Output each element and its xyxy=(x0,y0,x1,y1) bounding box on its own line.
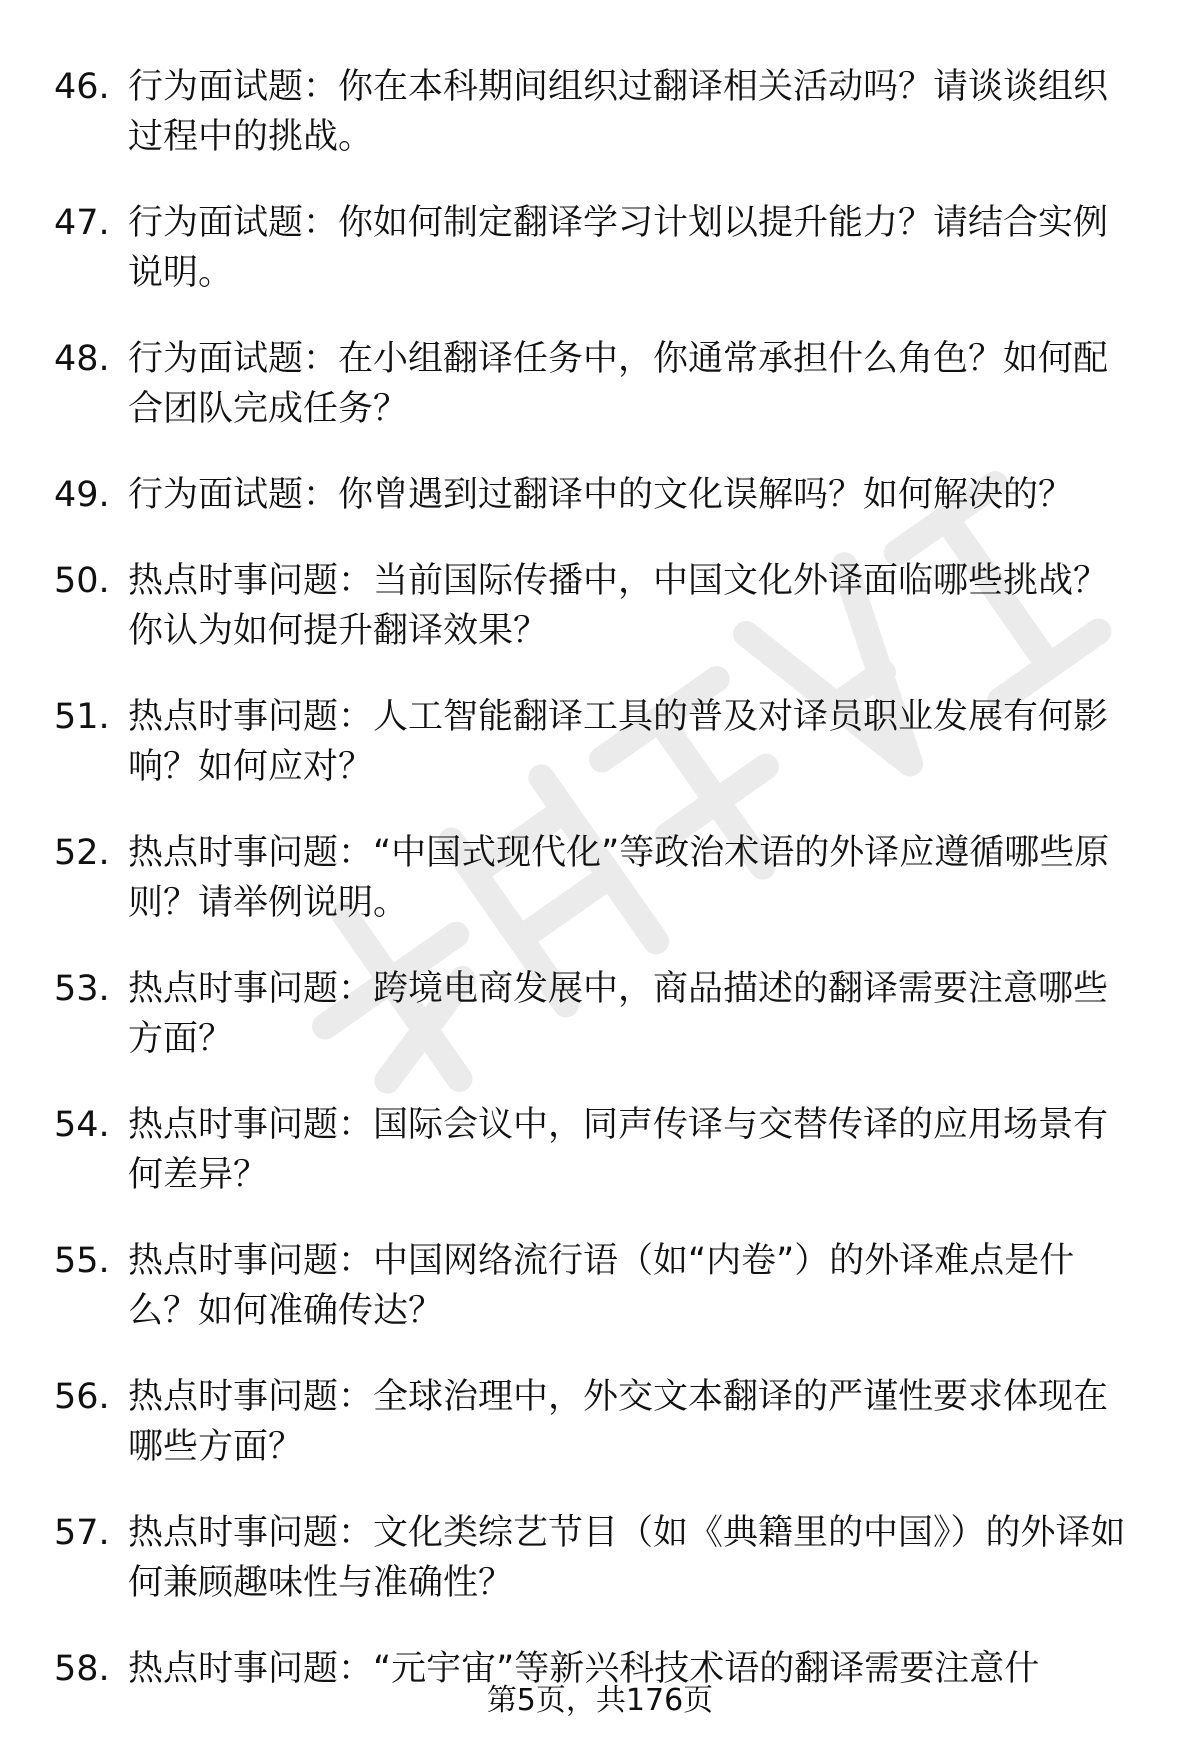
question-text: 热点时事问题：跨境电商发展中，商品描述的翻译需要注意哪些方面？ xyxy=(128,969,1109,1059)
list-item xyxy=(54,1372,1134,1472)
list-item xyxy=(54,62,1134,162)
list-item xyxy=(54,1508,1134,1608)
question-number: 57. xyxy=(54,1513,110,1553)
list-item xyxy=(54,556,1134,656)
question-number: 46. xyxy=(54,67,110,107)
question-list xyxy=(54,62,1134,1694)
list-item xyxy=(54,198,1134,298)
question-text: 行为面试题：你曾遇到过翻译中的文化误解吗？如何解决的？ xyxy=(128,475,1074,515)
question-number: 47. xyxy=(54,203,110,243)
question-text: 热点时事问题：中国网络流行语（如“内卷”）的外译难点是什么？如何准确传达？ xyxy=(128,1241,1075,1331)
question-text: 热点时事问题：文化类综艺节目（如《典籍里的中国》）的外译如何兼顾趣味性与准确性？ xyxy=(128,1513,1126,1603)
list-item xyxy=(54,470,1134,520)
page-number-footer: 第5页，共176页 xyxy=(486,1683,714,1718)
question-text: 热点时事问题：人工智能翻译工具的普及对译员职业发展有何影响？如何应对？ xyxy=(128,697,1109,787)
question-text: 热点时事问题：“元宇宙”等新兴科技术语的翻译需要注意什 xyxy=(128,1649,1040,1689)
question-text: 热点时事问题：当前国际传播中，中国文化外译面临哪些挑战？你认为如何提升翻译效果？ xyxy=(128,561,1109,651)
question-number: 56. xyxy=(54,1377,110,1417)
list-item xyxy=(54,828,1134,928)
question-text: 行为面试题：你在本科期间组织过翻译相关活动吗？请谈谈组织过程中的挑战。 xyxy=(128,67,1109,157)
question-number: 55. xyxy=(54,1241,110,1281)
question-number: 50. xyxy=(54,561,110,601)
question-text: 热点时事问题：“中国式现代化”等政治术语的外译应遵循哪些原则？请举例说明。 xyxy=(128,833,1110,923)
question-text: 行为面试题：在小组翻译任务中，你通常承担什么角色？如何配合团队完成任务？ xyxy=(128,339,1109,429)
question-number: 53. xyxy=(54,969,110,1009)
question-number: 52. xyxy=(54,833,110,873)
list-item xyxy=(54,964,1134,1064)
question-number: 48. xyxy=(54,339,110,379)
question-number: 54. xyxy=(54,1105,110,1145)
list-item xyxy=(54,692,1134,792)
list-item xyxy=(54,1100,1134,1200)
list-item xyxy=(54,334,1134,434)
question-number: 51. xyxy=(54,697,110,737)
question-text: 热点时事问题：全球治理中，外交文本翻译的严谨性要求体现在哪些方面？ xyxy=(128,1377,1109,1467)
list-item xyxy=(54,1236,1134,1336)
question-text: 行为面试题：你如何制定翻译学习计划以提升能力？请结合实例说明。 xyxy=(128,203,1109,293)
question-number: 49. xyxy=(54,475,110,515)
question-text: 热点时事问题：国际会议中，同声传译与交替传译的应用场景有何差异？ xyxy=(128,1105,1109,1195)
question-number: 58. xyxy=(54,1649,110,1689)
